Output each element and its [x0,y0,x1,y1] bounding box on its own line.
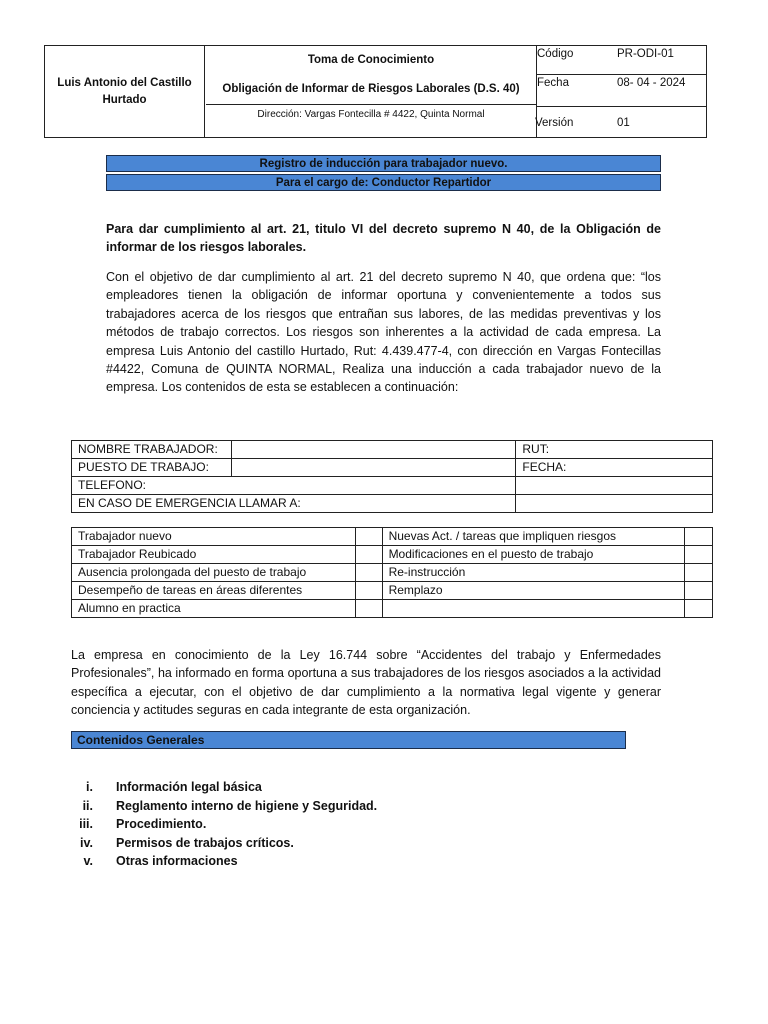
reason-right-label [382,600,685,618]
reason-right-checkbox[interactable] [685,528,713,546]
reason-right-checkbox[interactable] [685,600,713,618]
fecha-field[interactable]: FECHA: [516,459,713,477]
banner-cargo: Para el cargo de: Conductor Repartidor [106,174,661,191]
reason-left-label: Ausencia prolongada del puesto de trabajo [72,564,356,582]
puesto-field[interactable] [231,459,515,477]
reason-left-label: Alumno en practica [72,600,356,618]
list-item-text: Otras informaciones [116,854,238,869]
emergencia-extra-field[interactable] [516,495,713,513]
nombre-label: NOMBRE TRABAJADOR: [72,441,232,459]
doc-address: Dirección: Vargas Fontecilla # 4422, Quinta Normal [257,108,485,120]
reasons-table [71,527,713,618]
version-value: 01 [617,117,630,129]
table-row [72,600,713,618]
company-name: Luis Antonio del Castillo Hurtado [45,46,205,137]
reason-left-checkbox[interactable] [355,582,382,600]
date-row [537,75,707,105]
doc-subtitle: Obligación de Informar de Riesgos Laborales (D.S. 40) [206,74,536,105]
table-row [72,477,713,495]
reason-left-checkbox[interactable] [355,528,382,546]
reason-right-label: Nuevas Act. / tareas que impliquen riesgos [382,528,685,546]
date-label: Fecha [537,77,569,89]
list-item-number: ii. [82,798,93,813]
table-row [72,528,713,546]
table-row [72,441,713,459]
code-value: PR-ODI-01 [617,48,674,60]
reason-left-label: Desempeño de tareas en áreas diferentes [72,582,356,600]
list-item-text: Procedimiento. [116,817,207,832]
reason-right-checkbox[interactable] [685,564,713,582]
code-row [537,46,707,75]
list-item-text: Reglamento interno de higiene y Seguridad. [116,798,378,813]
intro-heading: Para dar cumplimiento al art. 21, titulo VI del decreto supremo N 40, de la Obligación de informar de los riesgos laborales. [106,222,661,255]
reason-left-checkbox[interactable] [355,600,382,618]
list-item-text: Permisos de trabajos críticos. [116,835,294,850]
list-item-number: iv. [80,835,93,850]
header-meta-cell [537,46,707,137]
contents-heading: Contenidos Generales [71,731,626,749]
telefono-field[interactable]: TELEFONO: [72,477,516,495]
list-item [71,797,571,816]
list-item-number: i. [86,780,93,794]
law-paragraph: La empresa en conocimiento de la Ley 16.744 sobre “Accidentes del trabajo y Enfermedades Profesionales”, ha informado en forma oportuna a sus trabajadores de los riesgos asociados a la actividad específica a ejecutar, con el objetivo de dar cumplimiento a la normativa legal vigente y generar conciencia y actitudes seguras en cada integrante de esta organización. [71,648,661,718]
version-label: Versión [535,117,574,129]
table-row [72,495,713,513]
emergencia-field[interactable]: EN CASO DE EMERGENCIA LLAMAR A: [72,495,516,513]
worker-form-table [71,440,713,513]
contents-list [71,778,571,871]
intro-body: Con el objetivo de dar cumplimiento al art. 21 del decreto supremo N 40, que ordena que: “los empleadores tienen la obligación de informar oportuna y convenientemente a todos sus trabajadores acerca de los riesgos que entrañan sus labores, de las medidas preventivas y los métodos de trabajo correctos. Los riesgos son inherentes a la actividad de cada empresa. La empresa Luis Antonio del castillo Hurtado, Rut: 4.439.477-4, con dirección en Vargas Fontecillas #4422, Comuna de QUINTA NORMAL, Realiza una inducción a cada trabajador nuevo de la empresa. Los contenidos de esta se establecen a continuación: [106,270,661,395]
header-title-cell [206,46,537,137]
reason-left-label: Trabajador nuevo [72,528,356,546]
reason-right-checkbox[interactable] [685,582,713,600]
document-header [44,45,707,138]
list-item [71,852,571,871]
table-row [72,459,713,477]
doc-title: Toma de Conocimiento [307,54,435,66]
reason-left-checkbox[interactable] [355,546,382,564]
list-item [71,778,571,797]
version-row [537,106,707,138]
table-row [72,582,713,600]
reason-right-label: Re-instrucción [382,564,685,582]
list-item [71,815,571,834]
code-label: Código [537,48,574,60]
reason-right-label: Remplazo [382,582,685,600]
table-row [72,546,713,564]
nombre-field[interactable] [231,441,515,459]
list-item-number: v. [83,854,93,869]
reason-right-checkbox[interactable] [685,546,713,564]
rut-field[interactable]: RUT: [516,441,713,459]
list-item-text: Información legal básica [116,780,262,794]
reason-left-label: Trabajador Reubicado [72,546,356,564]
list-item [71,834,571,853]
list-item-number: iii. [79,817,93,832]
date-value: 08- 04 - 2024 [617,77,686,89]
reason-right-label: Modificaciones en el puesto de trabajo [382,546,685,564]
telefono-extra-field[interactable] [516,477,713,495]
table-row [72,564,713,582]
banner-registro: Registro de inducción para trabajador nuevo. [106,155,661,172]
reason-left-checkbox[interactable] [355,564,382,582]
puesto-label: PUESTO DE TRABAJO: [72,459,232,477]
